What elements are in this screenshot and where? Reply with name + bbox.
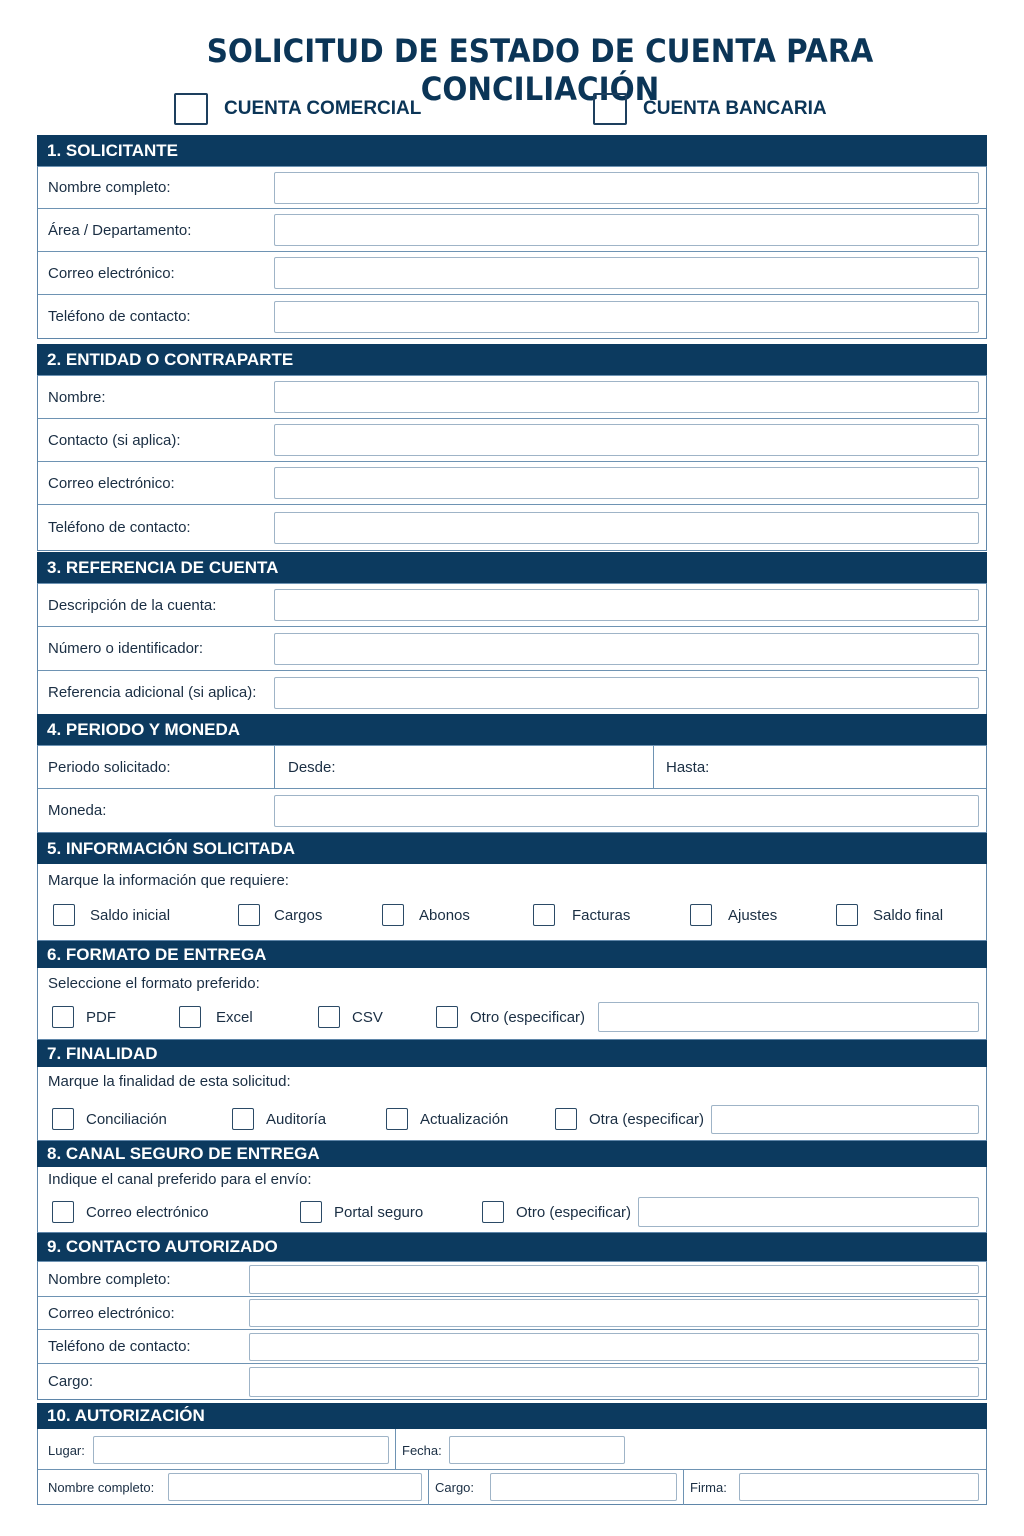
- period-row: [38, 745, 986, 788]
- signer-role-label: Cargo:: [435, 1480, 475, 1495]
- checkbox[interactable]: [52, 1201, 74, 1223]
- checkbox[interactable]: [52, 1108, 74, 1130]
- section-prompt: Marque la finalidad de esta solicitud:: [48, 1073, 291, 1090]
- authorized-phone-input[interactable]: [249, 1333, 979, 1361]
- signer-role-input[interactable]: [490, 1473, 677, 1501]
- section-canal: [37, 1141, 987, 1233]
- option-label: Conciliación: [86, 1110, 167, 1128]
- account-description-input[interactable]: [274, 589, 979, 621]
- field-row: [38, 294, 986, 338]
- field-row: [38, 1363, 986, 1399]
- entity-name-input[interactable]: [274, 381, 979, 413]
- channel-other-input[interactable]: [638, 1197, 979, 1227]
- option-opening-balance[interactable]: [53, 904, 170, 926]
- checkbox[interactable]: [300, 1201, 322, 1223]
- entity-contact-input[interactable]: [274, 424, 979, 456]
- signer-name-label: Nombre completo:: [48, 1480, 155, 1495]
- field-row: [38, 670, 986, 714]
- channel-email[interactable]: [52, 1201, 209, 1223]
- section-header: 3. REFERENCIA DE CUENTA: [37, 552, 987, 583]
- format-pdf[interactable]: [52, 1006, 116, 1028]
- requester-phone-input[interactable]: [274, 301, 979, 333]
- section-prompt: Indique el canal preferido para el envío:: [48, 1171, 312, 1188]
- section-solicitante: [37, 135, 987, 339]
- divider: [428, 1469, 429, 1505]
- checkbox[interactable]: [555, 1108, 577, 1130]
- field-label: Nombre completo:: [48, 1270, 171, 1288]
- checkbox[interactable]: [382, 904, 404, 926]
- date-input[interactable]: [449, 1436, 625, 1464]
- checkbox[interactable]: [836, 904, 858, 926]
- entity-email-input[interactable]: [274, 467, 979, 499]
- entity-phone-input[interactable]: [274, 512, 979, 544]
- section-header: 5. INFORMACIÓN SOLICITADA: [37, 833, 987, 864]
- field-label: Moneda:: [48, 802, 107, 819]
- commercial-checkbox[interactable]: [174, 93, 208, 125]
- format-csv[interactable]: [318, 1006, 383, 1028]
- option-label: Abonos: [419, 906, 470, 924]
- field-label: Teléfono de contacto:: [48, 519, 191, 536]
- period-from-field[interactable]: [275, 759, 653, 776]
- option-adjustments[interactable]: [690, 904, 777, 926]
- divider: [395, 1429, 396, 1470]
- section-prompt: Marque la información que requiere:: [48, 872, 289, 889]
- section-header: 1. SOLICITANTE: [37, 135, 987, 166]
- section-header: 4. PERIODO Y MONEDA: [37, 714, 987, 745]
- section-referencia: [37, 552, 987, 715]
- commercial-label: CUENTA COMERCIAL: [224, 98, 422, 119]
- checkbox[interactable]: [690, 904, 712, 926]
- purpose-audit[interactable]: [232, 1108, 326, 1130]
- section-header: 6. FORMATO DE ENTREGA: [37, 941, 987, 968]
- channel-other[interactable]: [482, 1201, 631, 1223]
- option-label: CSV: [352, 1008, 383, 1026]
- option-label: Correo electrónico: [86, 1203, 209, 1221]
- option-invoices[interactable]: [533, 904, 630, 926]
- option-credits[interactable]: [382, 904, 470, 926]
- field-row: [38, 1296, 986, 1329]
- field-row: [38, 461, 986, 504]
- requester-email-input[interactable]: [274, 257, 979, 289]
- requester-name-input[interactable]: [274, 172, 979, 204]
- section-header: 10. AUTORIZACIÓN: [37, 1403, 987, 1429]
- checkbox[interactable]: [533, 904, 555, 926]
- field-label: Contacto (si aplica):: [48, 431, 181, 449]
- format-other-input[interactable]: [598, 1002, 979, 1032]
- purpose-other[interactable]: [555, 1108, 704, 1130]
- field-label: Teléfono de contacto:: [48, 1338, 191, 1355]
- section-header: 2. ENTIDAD O CONTRAPARTE: [37, 344, 987, 375]
- option-label: Excel: [216, 1008, 253, 1026]
- authorized-email-input[interactable]: [249, 1299, 979, 1327]
- section-informacion: [37, 833, 987, 941]
- field-label: Referencia adicional (si aplica):: [48, 684, 257, 701]
- option-label: Portal seguro: [334, 1203, 424, 1221]
- field-row: [38, 626, 986, 670]
- field-label: Correo electrónico:: [48, 1304, 175, 1322]
- page-title: SOLICITUD DE ESTADO DE CUENTA PARA CONCILIACIÓN: [206, 32, 874, 108]
- checkbox[interactable]: [436, 1006, 458, 1028]
- field-label: Área / Departamento:: [48, 221, 192, 239]
- option-label: Facturas: [572, 906, 631, 924]
- checkbox[interactable]: [386, 1108, 408, 1130]
- account-number-input[interactable]: [274, 633, 979, 665]
- option-label: Saldo inicial: [90, 906, 171, 924]
- option-label: Auditoría: [266, 1110, 327, 1128]
- field-label: Nombre:: [48, 388, 106, 406]
- field-row: [38, 583, 986, 626]
- bank-checkbox[interactable]: [593, 93, 627, 125]
- option-label: PDF: [86, 1008, 116, 1026]
- section-header: 8. CANAL SEGURO DE ENTREGA: [37, 1141, 987, 1167]
- section-prompt: Seleccione el formato preferido:: [48, 975, 260, 992]
- section-periodo: [37, 714, 987, 833]
- place-label: Lugar:: [48, 1443, 85, 1458]
- checkbox[interactable]: [53, 904, 75, 926]
- option-label: Otro (especificar): [516, 1203, 632, 1221]
- to-label: Hasta:: [666, 758, 710, 776]
- channel-secure-portal[interactable]: [300, 1201, 423, 1223]
- field-row: [38, 375, 986, 418]
- field-label: Cargo:: [48, 1373, 94, 1390]
- currency-input[interactable]: [274, 795, 979, 827]
- signer-name-input[interactable]: [168, 1473, 422, 1501]
- period-label: Periodo solicitado:: [48, 758, 171, 776]
- field-row: [38, 1329, 986, 1363]
- purpose-update[interactable]: [386, 1108, 508, 1130]
- section-header: 7. FINALIDAD: [37, 1040, 987, 1067]
- option-label: Cargos: [274, 906, 323, 924]
- additional-reference-input[interactable]: [274, 677, 979, 709]
- section-finalidad: [37, 1040, 987, 1141]
- option-label: Otra (especificar): [589, 1110, 705, 1128]
- option-label: Ajustes: [728, 906, 778, 924]
- format-other[interactable]: [436, 1006, 585, 1028]
- option-closing-balance[interactable]: [836, 904, 943, 926]
- checkbox[interactable]: [179, 1006, 201, 1028]
- checkbox[interactable]: [318, 1006, 340, 1028]
- field-label: Nombre completo:: [48, 179, 171, 196]
- divider: [683, 1469, 684, 1505]
- bank-label: CUENTA BANCARIA: [643, 98, 827, 119]
- option-label: Saldo final: [873, 906, 944, 924]
- field-row: [38, 418, 986, 461]
- place-input[interactable]: [93, 1436, 389, 1464]
- signature-input[interactable]: [739, 1473, 979, 1501]
- field-row: [38, 251, 986, 294]
- checkbox[interactable]: [238, 904, 260, 926]
- section-entidad: [37, 344, 987, 551]
- checkbox[interactable]: [232, 1108, 254, 1130]
- field-row: [38, 208, 986, 251]
- section-formato: [37, 941, 987, 1040]
- field-label: Número o identificador:: [48, 640, 204, 657]
- account-type-bank[interactable]: [593, 93, 827, 125]
- field-row: [38, 166, 986, 208]
- purpose-other-input[interactable]: [711, 1105, 979, 1134]
- format-excel[interactable]: [179, 1006, 253, 1028]
- divider: [38, 1469, 986, 1470]
- field-row: [38, 504, 986, 550]
- field-row: [38, 1261, 986, 1296]
- period-to-field[interactable]: [654, 759, 986, 776]
- field-label: Correo electrónico:: [48, 264, 175, 282]
- field-label: Teléfono de contacto:: [48, 308, 191, 325]
- field-row: [38, 788, 986, 832]
- option-charges[interactable]: [238, 904, 322, 926]
- authorized-name-input[interactable]: [249, 1265, 979, 1294]
- signature-label: Firma:: [690, 1480, 727, 1495]
- section-autorizacion: [37, 1403, 987, 1505]
- field-label: Correo electrónico:: [48, 474, 175, 492]
- checkbox[interactable]: [482, 1201, 504, 1223]
- section-contacto-autorizado: [37, 1233, 987, 1400]
- requester-department-input[interactable]: [274, 214, 979, 246]
- option-label: Actualización: [420, 1110, 509, 1128]
- purpose-reconciliation[interactable]: [52, 1108, 167, 1130]
- authorized-role-input[interactable]: [249, 1367, 979, 1397]
- section-header: 9. CONTACTO AUTORIZADO: [37, 1233, 987, 1261]
- option-label: Otro (especificar): [470, 1008, 586, 1026]
- checkbox[interactable]: [52, 1006, 74, 1028]
- field-label: Descripción de la cuenta:: [48, 596, 217, 614]
- date-label: Fecha:: [402, 1443, 442, 1458]
- account-type-commercial[interactable]: [174, 93, 421, 125]
- from-label: Desde:: [288, 758, 336, 776]
